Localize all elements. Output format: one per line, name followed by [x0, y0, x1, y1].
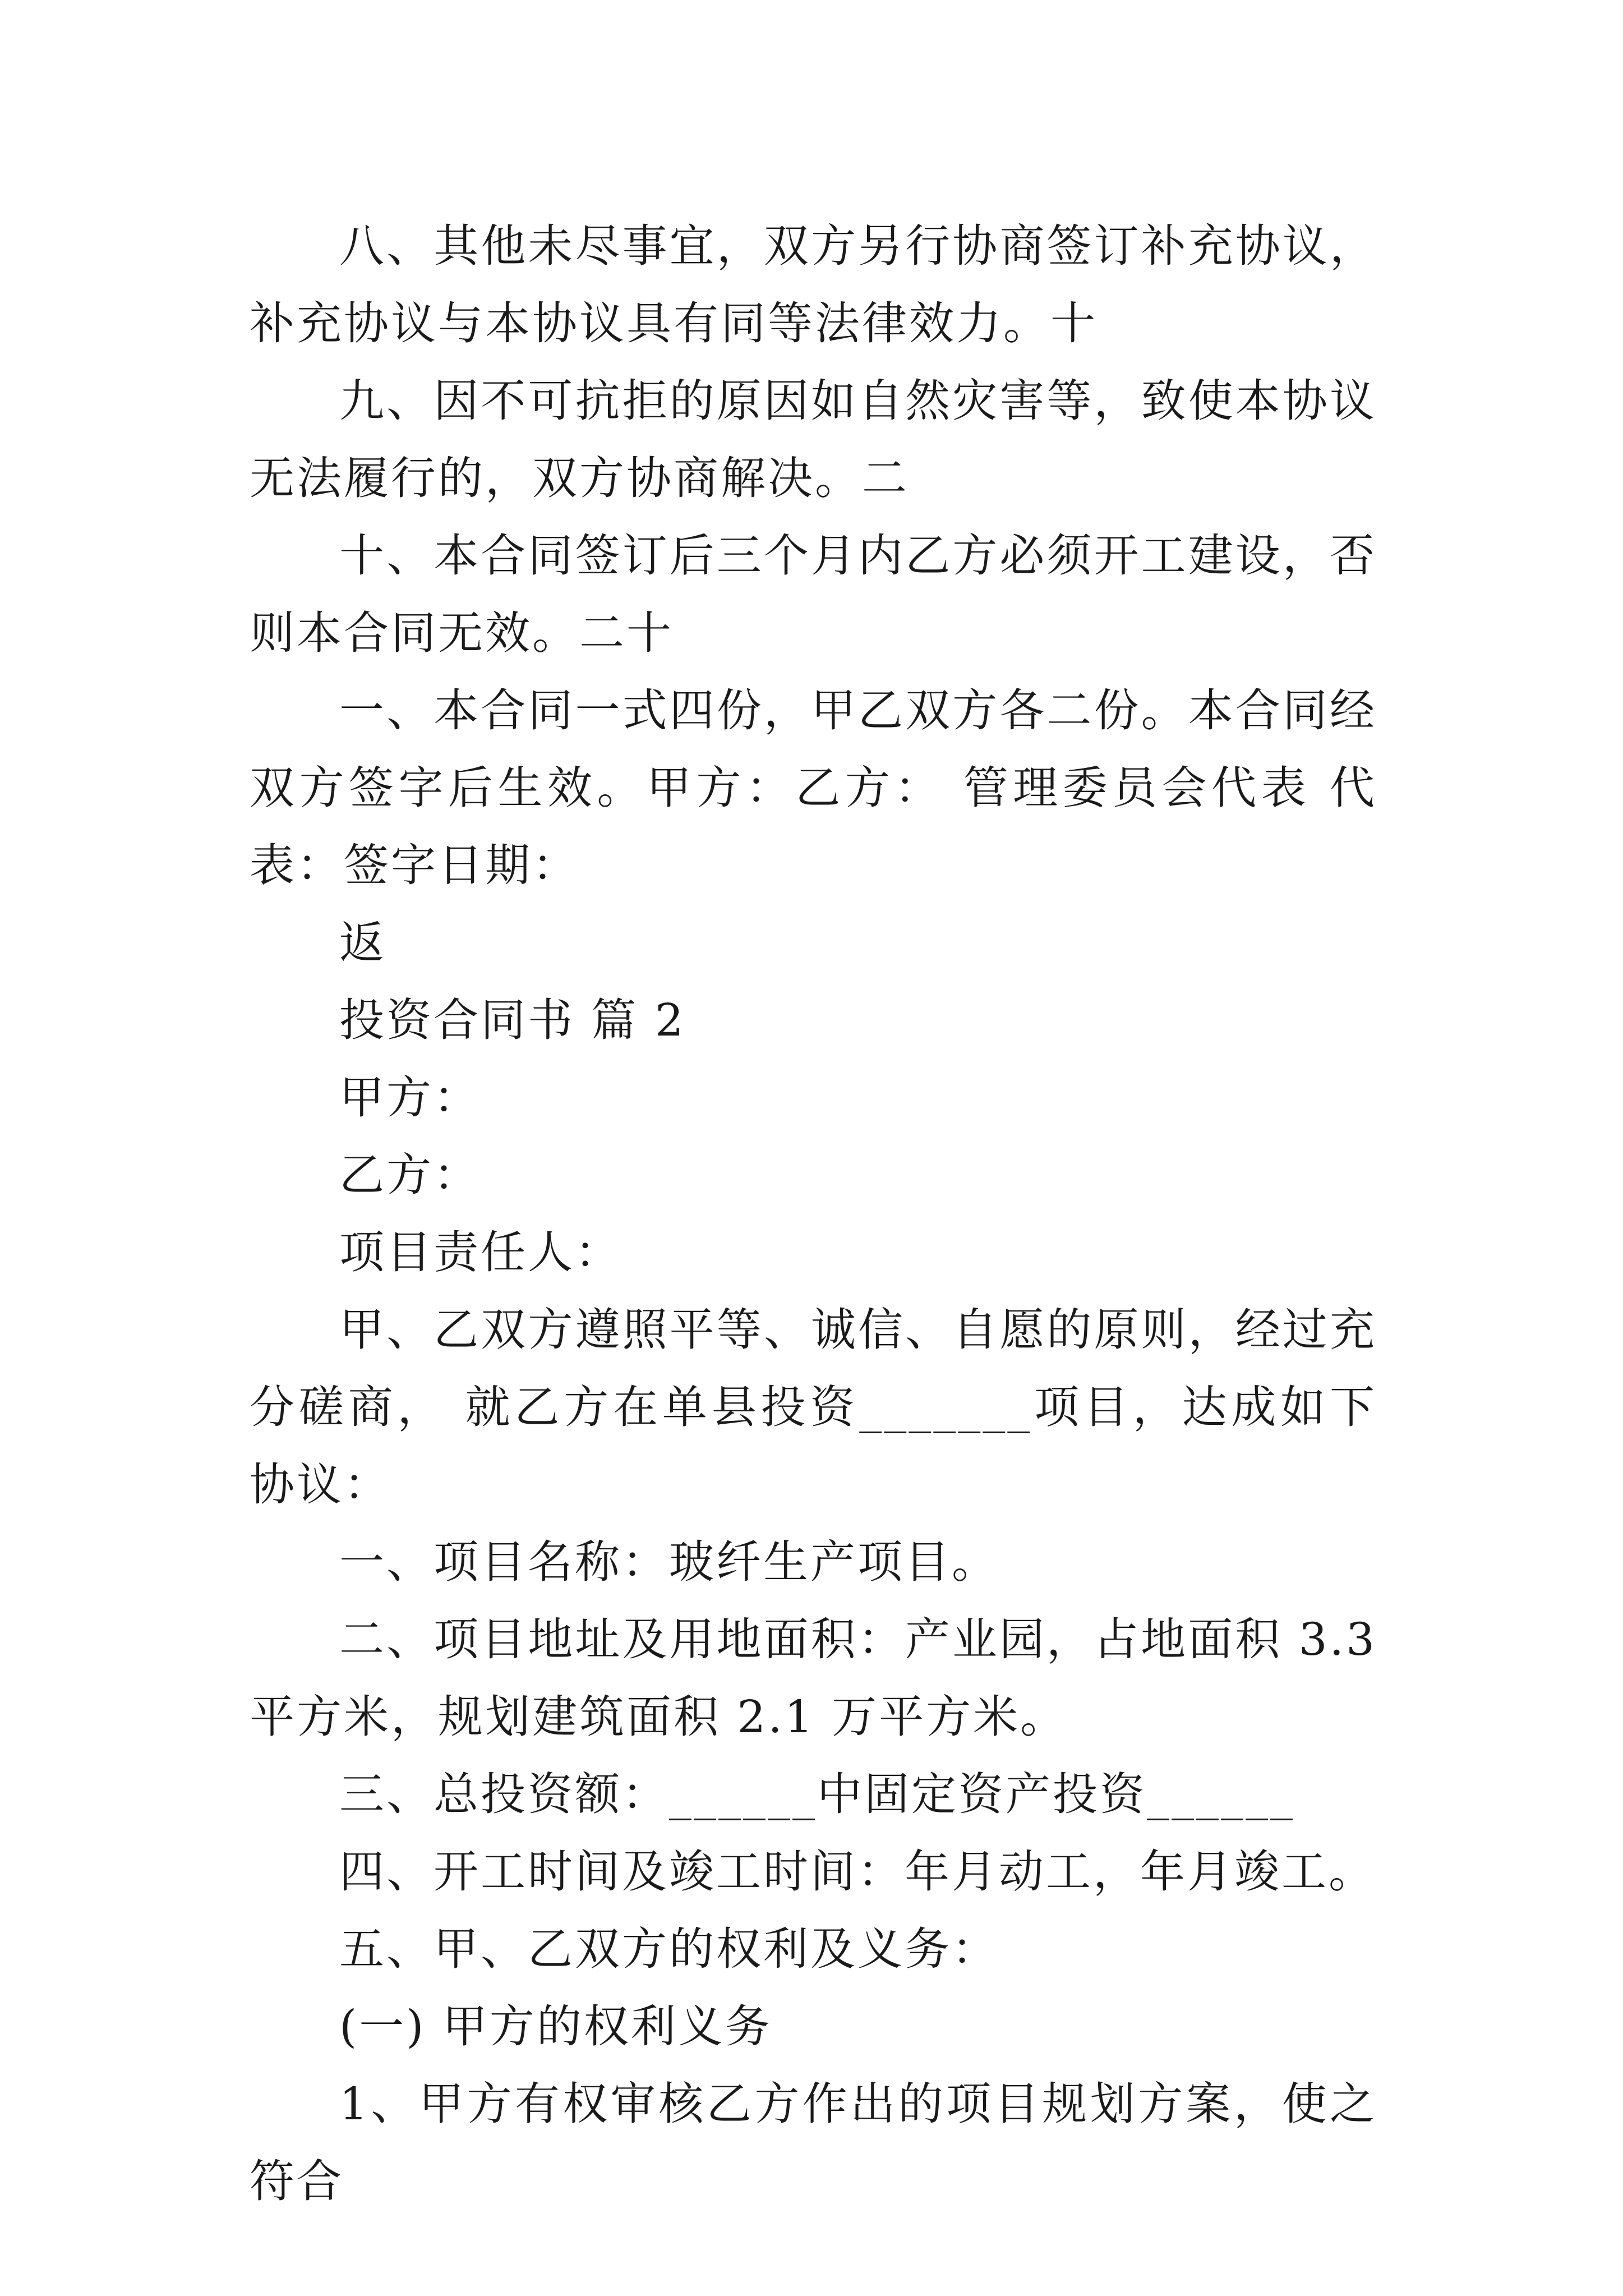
item-project-address: 二、项目地址及用地面积：产业园，占地面积 3.3 平方米，规划建筑面积 2.1 万平方米。	[250, 1613, 1394, 1743]
document-body	[250, 208, 1394, 2220]
party-a-line: 甲方：	[339, 1071, 481, 1124]
subitem-one: 1、甲方有权审核乙方作出的项目规划方案，使之符合	[250, 2078, 1377, 2207]
item-schedule: 四、开工时间及竣工时间：年月动工，年月竣工。	[339, 1846, 1376, 1898]
subsection-party-a-rights: (一) 甲方的权利义务	[339, 2000, 772, 2053]
clause-one-copies: 一、本合同一式四份，甲乙双方各二份。本合同经双方签字后生效。甲方：乙方： 管理委员会代表 代表：签字日期：	[250, 684, 1377, 891]
clause-ten: 十、本合同签订后三个月内乙方必须开工建设，否则本合同无效。二十	[250, 530, 1377, 659]
preamble-paragraph: 甲、乙双方遵照平等、诚信、自愿的原则，经过充分磋商， 就乙方在单县投资_______项目，达成如下协议：	[250, 1304, 1377, 1511]
clause-nine: 九、因不可抗拒的原因如自然灾害等，致使本协议无法履行的，双方协商解决。二	[250, 375, 1377, 504]
project-manager-line: 项目责任人：	[339, 1226, 622, 1278]
party-b-line: 乙方：	[339, 1149, 481, 1201]
item-total-investment: 三、总投资额：______中固定资产投资______	[339, 1768, 1295, 1820]
item-rights-obligations: 五、甲、乙双方的权利及义务：	[339, 1923, 999, 1975]
clause-eight: 八、其他未尽事宜，双方另行协商签订补充协议，补充协议与本协议具有同等法律效力。十	[250, 220, 1377, 349]
return-text: 返	[339, 917, 386, 969]
section-title: 投资合同书 篇 2	[339, 994, 686, 1046]
item-project-name: 一、项目名称：玻纤生产项目。	[339, 1536, 999, 1588]
